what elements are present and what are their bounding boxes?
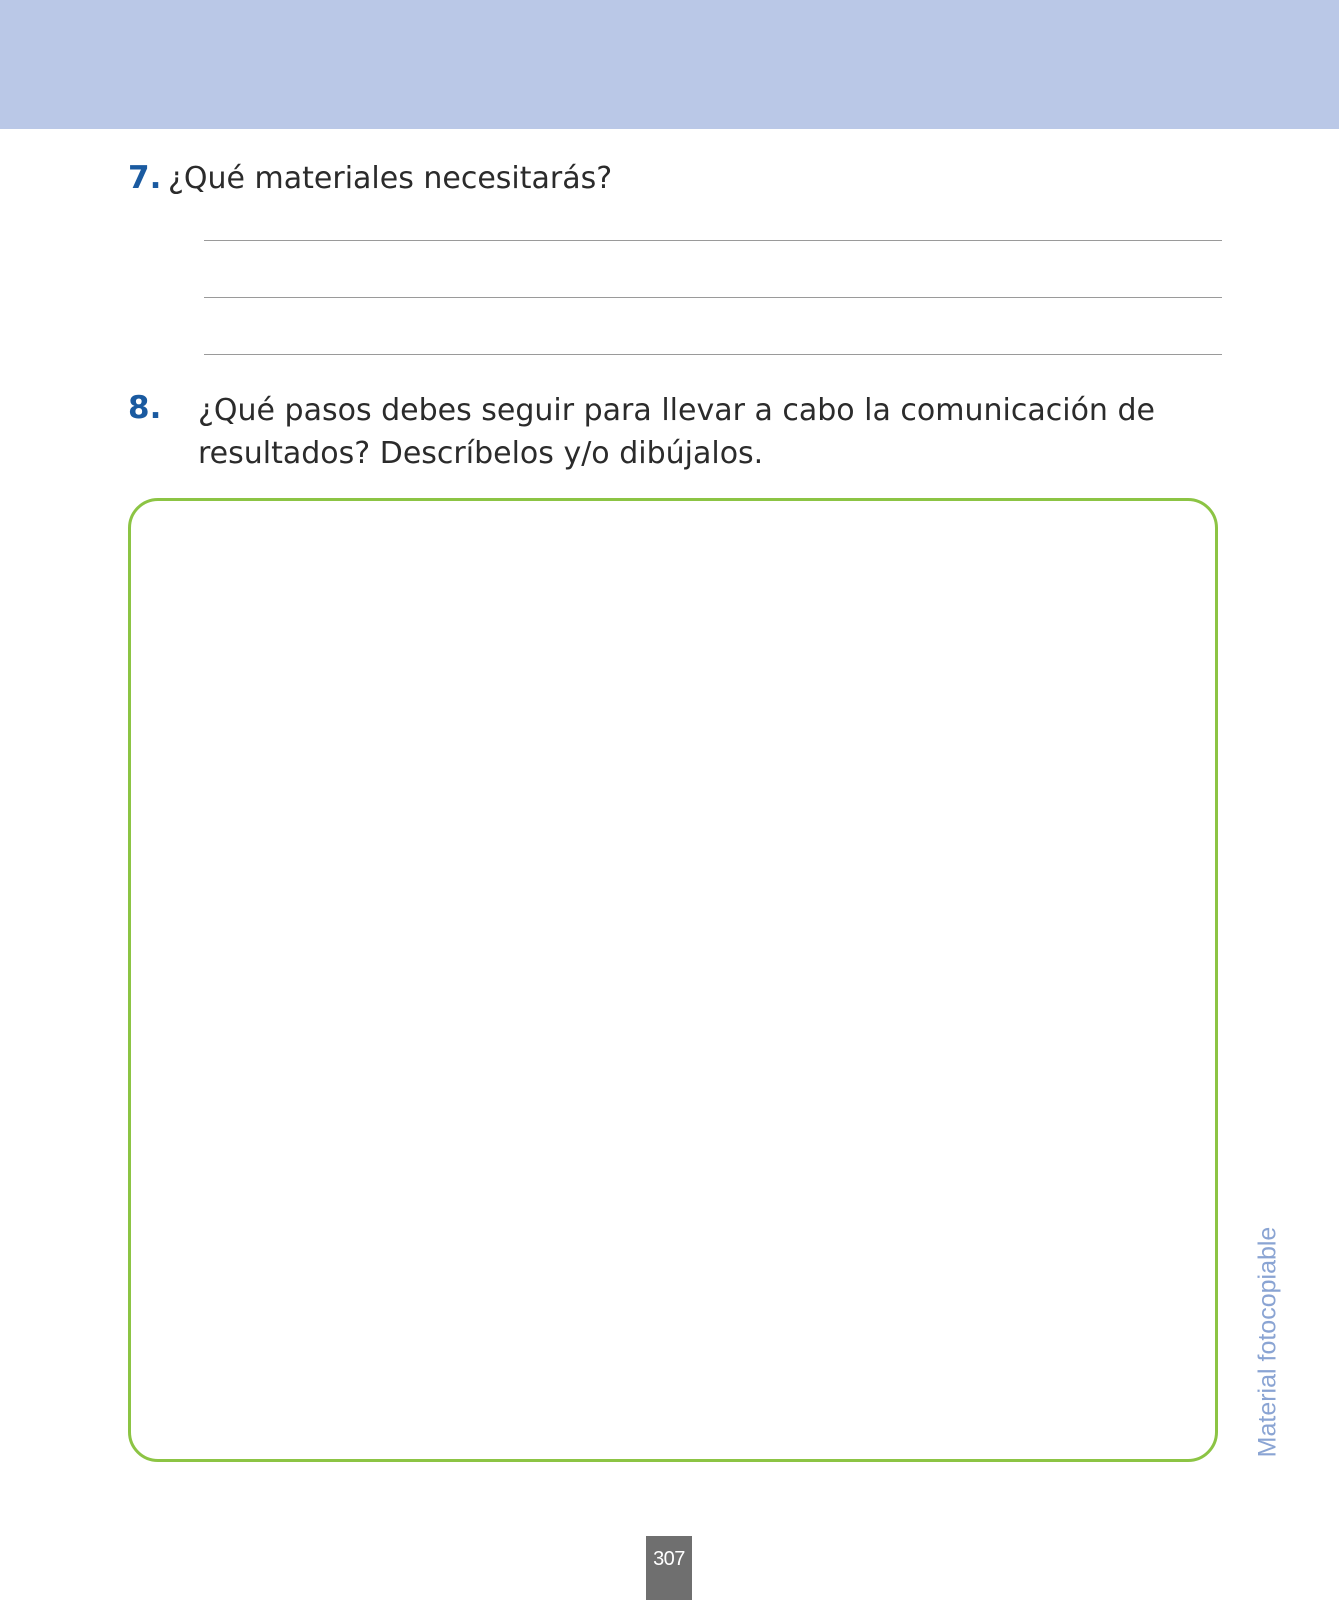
question-7-number: 7.: [128, 160, 162, 196]
answer-box[interactable]: [128, 498, 1218, 1462]
question-8-text: ¿Qué pasos debes seguir para llevar a cabo la comunicación de resultados? Descríbelos y/o dibújalos.: [198, 393, 1155, 471]
side-label: Material fotocopiable: [1253, 1226, 1282, 1458]
page-number: 307: [646, 1536, 692, 1600]
question-7-text: ¿Qué materiales necesitarás?: [168, 161, 613, 196]
header-band: [0, 0, 1339, 129]
question-8-number: 8.: [128, 390, 162, 426]
answer-line-3[interactable]: [204, 354, 1222, 355]
answer-line-2[interactable]: [204, 297, 1222, 298]
answer-line-1[interactable]: [204, 240, 1222, 241]
